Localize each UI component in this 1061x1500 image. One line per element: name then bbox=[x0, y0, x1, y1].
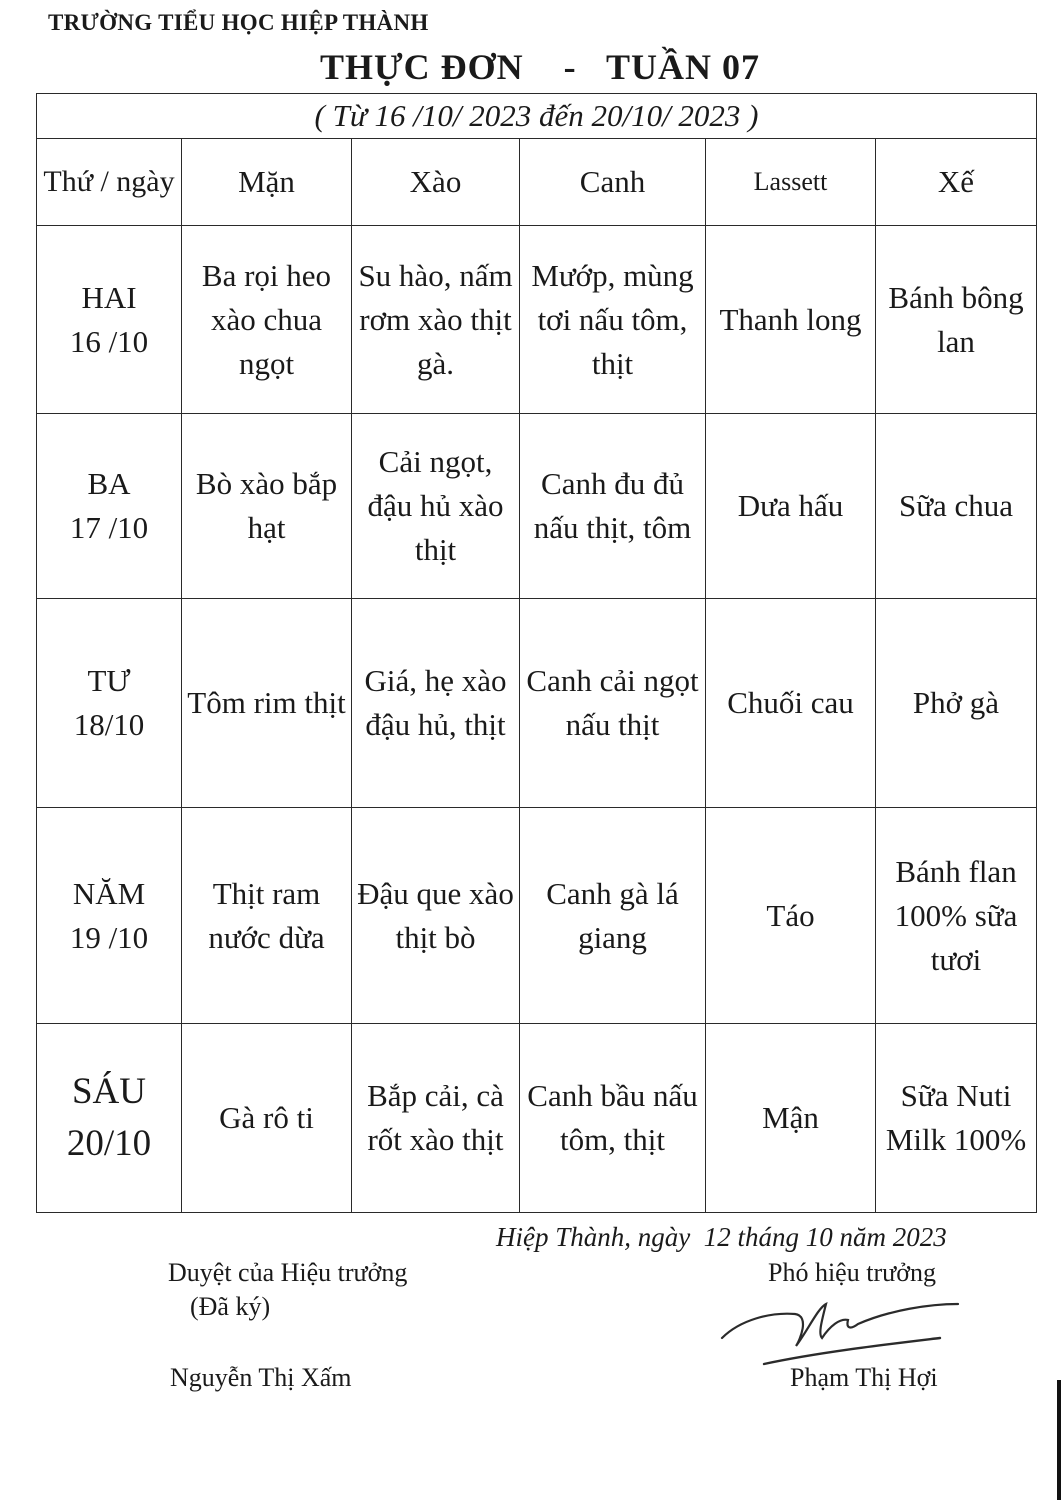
xao-cell: Cải ngọt, đậu hủ xào thịt bbox=[352, 414, 520, 599]
col-header-canh: Canh bbox=[520, 139, 706, 226]
scan-edge-shadow bbox=[1055, 1380, 1061, 1500]
header-row bbox=[37, 139, 1037, 226]
day-cell bbox=[37, 414, 182, 599]
col-header-xe: Xế bbox=[876, 139, 1037, 226]
approver-title: Duyệt của Hiệu trưởng bbox=[168, 1258, 408, 1287]
man-cell: Tôm rim thịt bbox=[182, 599, 352, 808]
day-date: 16 /10 bbox=[69, 323, 149, 359]
canh-cell: Canh gà lá giang bbox=[520, 808, 706, 1024]
col-header-xao: Xào bbox=[352, 139, 520, 226]
day-name: TƯ bbox=[87, 663, 131, 698]
approver-name: Nguyễn Thị Xấm bbox=[170, 1363, 352, 1392]
signer-title: Phó hiệu trưởng bbox=[768, 1258, 936, 1287]
canh-cell: Canh đu đủ nấu thịt, tôm bbox=[520, 414, 706, 599]
xe-cell: Sữa chua bbox=[876, 414, 1037, 599]
xao-cell: Đậu que xào thịt bò bbox=[352, 808, 520, 1024]
day-cell bbox=[37, 1024, 182, 1213]
xe-cell: Phở gà bbox=[876, 599, 1037, 808]
canh-cell: Canh bầu nấu tôm, thịt bbox=[520, 1024, 706, 1213]
trang-mieng-cell: Táo bbox=[706, 808, 876, 1024]
man-cell: Ba rọi heo xào chua ngọt bbox=[182, 226, 352, 414]
day-date: 19 /10 bbox=[69, 919, 149, 955]
day-name: BA bbox=[87, 466, 131, 501]
col-header-day: Thứ / ngày bbox=[37, 139, 182, 226]
date-range: ( Từ 16 /10/ 2023 đến 20/10/ 2023 ) bbox=[37, 94, 1037, 139]
day-cell bbox=[37, 226, 182, 414]
xao-cell: Su hào, nấm rơm xào thịt gà. bbox=[352, 226, 520, 414]
xe-cell: Bánh flan 100% sữa tươi bbox=[876, 808, 1037, 1024]
man-cell: Bò xào bắp hạt bbox=[182, 414, 352, 599]
day-cell bbox=[37, 599, 182, 808]
trang-mieng-cell: Thanh long bbox=[706, 226, 876, 414]
signature-underline bbox=[764, 1338, 940, 1364]
col-header-man: Mặn bbox=[182, 139, 352, 226]
table-row bbox=[37, 808, 1037, 1024]
xao-cell: Giá, hẹ xào đậu hủ, thịt bbox=[352, 599, 520, 808]
day-cell bbox=[37, 808, 182, 1024]
table-row bbox=[37, 599, 1037, 808]
table-row bbox=[37, 1024, 1037, 1213]
trang-mieng-cell: Chuối cau bbox=[706, 599, 876, 808]
weekly-menu-table bbox=[36, 93, 1037, 1213]
man-cell: Gà rô ti bbox=[182, 1024, 352, 1213]
school-name: TRƯỜNG TIỂU HỌC HIỆP THÀNH bbox=[48, 10, 429, 35]
day-name: NĂM bbox=[72, 875, 146, 911]
canh-cell: Canh cải ngọt nấu thịt bbox=[520, 599, 706, 808]
col-header-trang-mieng: Lassett bbox=[706, 139, 876, 226]
day-name: SÁU bbox=[71, 1071, 147, 1112]
day-date: 20/10 bbox=[66, 1123, 152, 1164]
place-date: Hiệp Thành, ngày 12 tháng 10 năm 2023 bbox=[496, 1222, 947, 1252]
table-row bbox=[37, 414, 1037, 599]
xe-cell: Bánh bông lan bbox=[876, 226, 1037, 414]
date-range-row bbox=[37, 94, 1037, 139]
menu-title: THỰC ĐƠN - TUẦN 07 bbox=[319, 47, 760, 87]
day-name: HAI bbox=[81, 279, 137, 315]
approver-note: (Đã ký) bbox=[190, 1292, 271, 1321]
trang-mieng-cell: Mận bbox=[706, 1024, 876, 1213]
trang-mieng-cell: Dưa hấu bbox=[706, 414, 876, 599]
signer-name: Phạm Thị Hợi bbox=[790, 1363, 938, 1392]
xao-cell: Bắp cải, cà rốt xào thịt bbox=[352, 1024, 520, 1213]
day-date: 18/10 bbox=[73, 707, 145, 742]
canh-cell: Mướp, mùng tơi nấu tôm, thịt bbox=[520, 226, 706, 414]
man-cell: Thịt ram nước dừa bbox=[182, 808, 352, 1024]
day-date: 17 /10 bbox=[69, 510, 149, 545]
xe-cell: Sữa Nuti Milk 100% bbox=[876, 1024, 1037, 1213]
table-row bbox=[37, 226, 1037, 414]
